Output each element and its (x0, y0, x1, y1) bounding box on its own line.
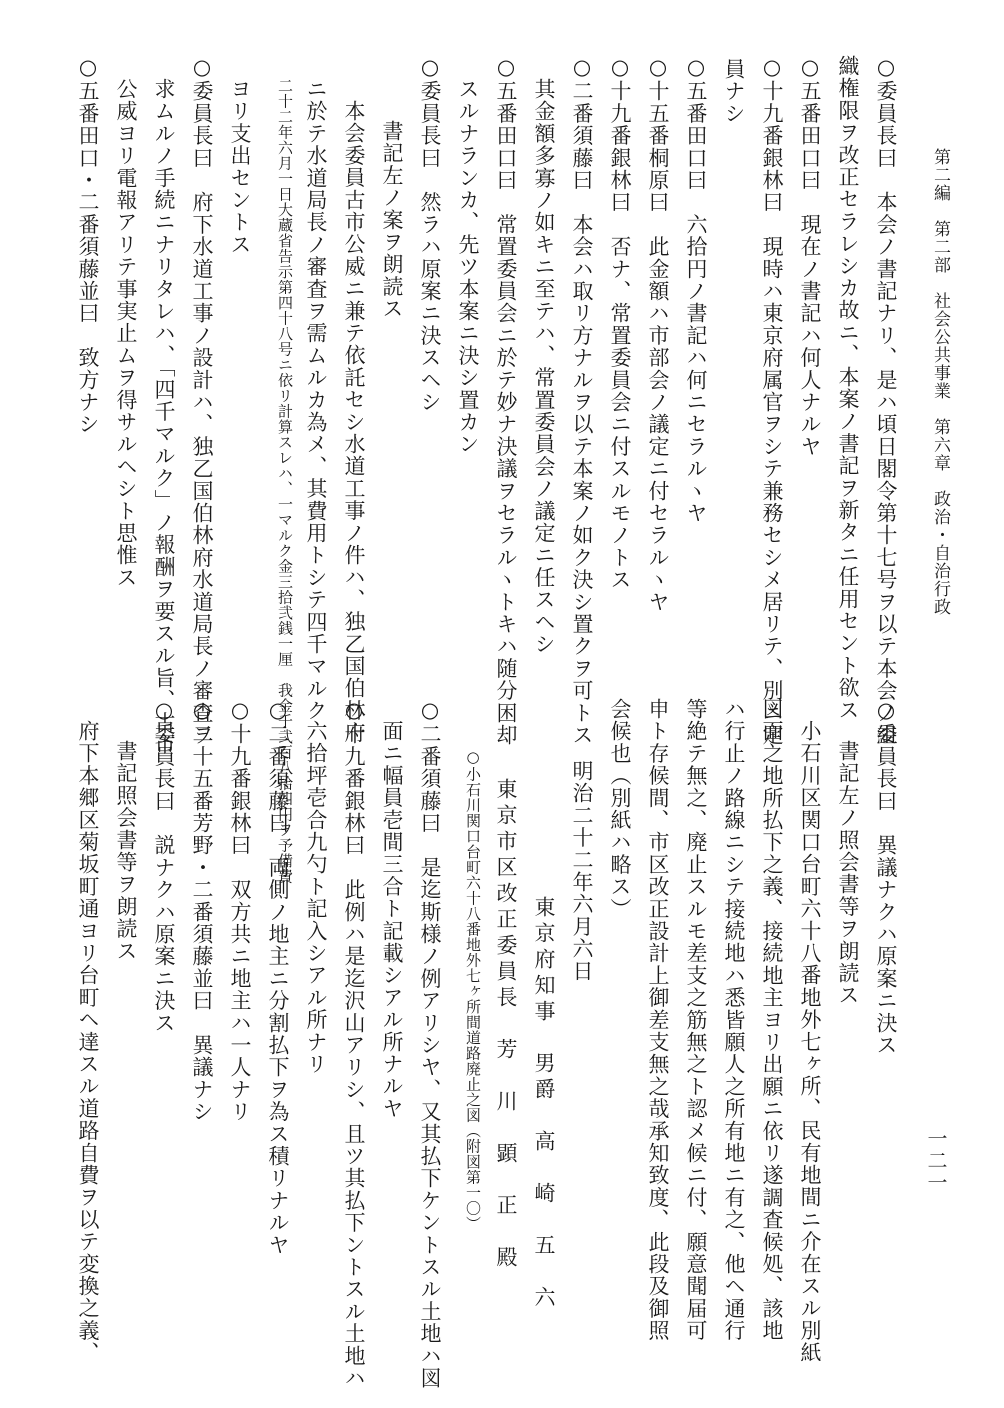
text-line: ○十九番銀林曰 現時ハ東京府属官ヲシテ兼務セシメ居リテ、別ニ定 (760, 55, 784, 747)
text-line: ニ於テ水道局長ノ審査ヲ需ムルカ為メ、其費用トシテ四千マルク (304, 78, 328, 722)
text-line: 員ナシ (722, 58, 746, 125)
text-line: 明治二十二年六月六日 (570, 760, 594, 982)
text-line: ○二番須藤曰 両側ノ地主ニ分割払下ヲ為ス積リナルヤ (266, 698, 290, 1256)
signature-governor: 東京府知事 男爵 高 崎 五 六 (532, 896, 556, 1312)
text-line: ○十九番銀林曰 此例ハ是迄沢山アリシ、且ツ其払下ントスル土地ハ (342, 698, 366, 1390)
text-line: ○十九番銀林曰 否ナ、常置委員会ニ付スルモノトス (608, 55, 632, 591)
text-line: 書記照会書等ヲ朗読ス (114, 740, 138, 962)
text-line: 其金額多寡ノ如キニ至テハ、常置委員会ノ議定ニ任スヘシ (532, 78, 556, 656)
text-line: ○五番田口曰 常置委員会ニ於テ妙ナ決議ヲセラルヽトキハ随分困却 (494, 55, 518, 747)
text-line: 面ニ幅員壱間三合ト記載シアル所ナルヤ (380, 720, 404, 1120)
text-line: 会候也（別紙ハ略ス） (608, 698, 632, 920)
text-line: 本会委員古市公威ニ兼テ依託セシ水道工事ノ件ハ、独乙国伯林府 (342, 100, 366, 744)
page-number: 一二一 (924, 1128, 948, 1194)
text-line: ○五番田口曰 現在ノ書記ハ何人ナルヤ (798, 55, 822, 458)
text-line: ○委員長曰 然ラハ原案ニ決スヘシ (418, 55, 442, 414)
text-line: スルナランカ、先ツ本案ニ決シ置カン (456, 78, 480, 456)
text-line: 六拾坪壱合九勺ト記入シアル所ナリ (304, 720, 328, 1076)
text-line: ○委員長曰 府下水道工事ノ設計ハ、独乙国伯林府水道局長ノ審査ヲ (190, 55, 214, 747)
text-line: ○二番須藤曰 本会ハ取リ方ナルヲ以テ本案ノ如ク決シ置クヲ可トス (570, 55, 594, 747)
text-line: ○五番田口曰 六拾円ノ書記ハ何ニセラルヽヤ (684, 55, 708, 525)
text-line: 書記左ノ照会書等ヲ朗読ス (836, 740, 860, 1007)
figure-caption: ○小石川関口台町六十八番地外七ヶ所間道路廃止之図（附図第一〇） (464, 748, 482, 1232)
text-line: ○五番田口・二番須藤並曰 致方ナシ (76, 55, 100, 436)
text-line: 求ムルノ手続ニナリタレハ、「四千マルク」ノ報酬ヲ要スル旨、古市 (152, 78, 176, 756)
text-line: ヨリ支出セントス (228, 78, 252, 256)
text-line: ハ行止ノ路線ニシテ接続地ハ悉皆願人之所有地ニ有之、他ヘ通行 (722, 698, 746, 1342)
text-line: ○二番須藤曰 是迄斯様ノ例アリシヤ、又其払下ケントスル土地ハ図 (418, 698, 442, 1390)
text-line: ○委員長曰 異議ナクハ原案ニ決ス (874, 698, 898, 1057)
text-line: 図面之地所払下之義、接続地主ヨリ出願ニ依リ遂調査候処、該地 (760, 698, 784, 1342)
text-line: 申ト存候間、市区改正設計上御差支無之哉承知致度、此段及御照 (646, 698, 670, 1342)
text-line: 等絶テ無之、廃止スルモ差支之筋無之ト認メ候ニ付、願意聞届可 (684, 698, 708, 1342)
text-line: ○十九番銀林曰 双方共ニ地主ハ一人ナリ (228, 698, 252, 1123)
text-line: 公威ヨリ電報アリテ事実止ムヲ得サルヘシト思惟ス (114, 78, 138, 589)
addressee-line: 東京市区改正委員長 芳 川 顕 正 殿 (494, 778, 518, 1272)
text-line: ○二十五番芳野・二番須藤並曰 異議ナシ (190, 698, 214, 1123)
text-line: ○委員長曰 説ナクハ原案ニ決ス (152, 698, 176, 1034)
text-line: 二十二年六月一日大蔵省告示第四十八号ニ依リ計算スレハ、一マルク金三拾弐銭一厘 我金千弐百八拾四円ヲ予備費 (276, 78, 294, 884)
text-line: 書記左ノ案ヲ朗読ス (380, 120, 404, 320)
text-line: ○十五番桐原曰 此金額ハ市部会ノ議定ニ付セラルヽヤ (646, 55, 670, 613)
text-line: 府下本郷区菊坂町通ヨリ台町ヘ達スル道路自費ヲ以テ変換之義、 (76, 720, 100, 1364)
text-line: ○委員長曰 本会ノ書記ナリ、是ハ頃日閣令第十七号ヲ以テ本会ノ組 (874, 55, 898, 747)
text-line: 織権限ヲ改正セラレシカ故ニ、本案ノ書記ヲ新タニ任用セント欲ス (836, 55, 860, 721)
text-line: 小石川区関口台町六十八番地外七ヶ所、民有地間ニ介在スル別紙 (798, 720, 822, 1364)
running-header: 第二編 第二部 社会公共事業 第六章 政治・自治行政 (930, 148, 950, 616)
